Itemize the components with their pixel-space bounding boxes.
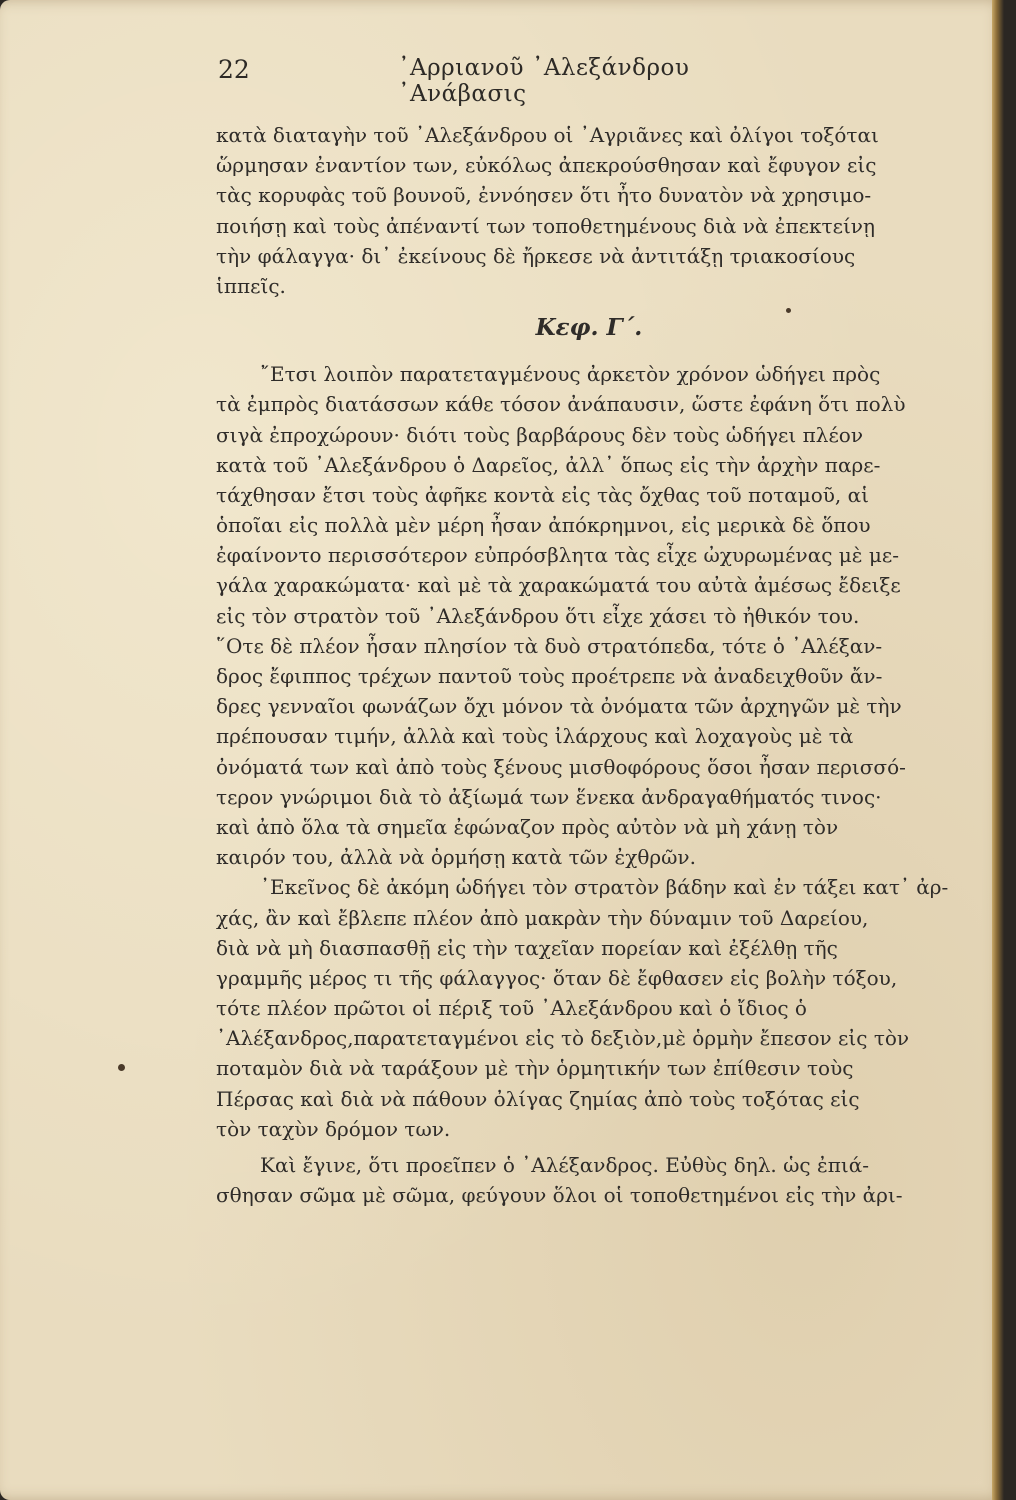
- text-line: Καὶ ἔγινε, ὅτι προεῖπεν ὁ ᾿Αλέξανδρος. Εὐθὺς δηλ. ὡς ἐπιά-: [260, 1153, 869, 1177]
- page-edge: [992, 0, 1004, 1500]
- ink-mark: [118, 1064, 125, 1071]
- text-line: γραμμῆς μέρος τι τῆς φάλαγγος· ὅταν δὲ ἔφθασεν εἰς βολὴν τόξου,: [216, 965, 898, 990]
- text-line: γάλα χαρακώματα· καὶ μὲ τὰ χαρακώματά του αὐτὰ ἀμέσως ἔδειξε: [216, 573, 901, 598]
- page-header: [218, 55, 798, 107]
- page-number: 22: [218, 55, 250, 84]
- running-title: ᾿Αρριανοῦ ᾿Αλεξάνδρου ᾿Ανάβασις: [398, 55, 690, 107]
- text-line: ὁποῖαι εἰς πολλὰ μὲν μέρη ἦσαν ἀπόκρημνοι, εἰς μερικὰ δὲ ὅπου: [216, 513, 871, 538]
- text-line: σιγὰ ἐπροχώρουν· διότι τοὺς βαρβάρους δὲν τοὺς ὡδήγει πλέον: [216, 422, 864, 447]
- text-line: τὸν ταχὺν δρόμον των.: [216, 1116, 451, 1141]
- text-line: τὴν φάλαγγα· δι᾿ ἐκείνους δὲ ἤρκεσε νὰ ἀντιτάξῃ τριακοσίους: [216, 243, 856, 268]
- text-line: ῞Οτε δὲ πλέον ἦσαν πλησίον τὰ δυὸ στρατόπεδα, τότε ὁ ᾿Αλέξαν-: [216, 633, 883, 658]
- text-line: ἐφαίνοντο περισσότερον εὐπρόσβλητα τὰς εἶχε ὠχυρωμένας μὲ με-: [216, 543, 899, 568]
- text-line: εἰς τὸν στρατὸν τοῦ ᾿Αλεξάνδρου ὅτι εἶχε χάσει τὸ ἠθικόν του.: [216, 603, 860, 628]
- text-line: δρες γενναῖοι φωνάζων ὄχι μόνον τὰ ὀνόματα τῶν ἀρχηγῶν μὲ τὴν: [216, 694, 902, 719]
- text-line: καιρόν του, ἀλλὰ νὰ ὁρμήσῃ κατὰ τῶν ἐχθρῶν.: [216, 845, 696, 870]
- text-line: πρέπουσαν τιμήν, ἀλλὰ καὶ τοὺς ἰλάρχους καὶ λοχαγοὺς μὲ τὰ: [216, 724, 854, 749]
- text-line: δρος ἔφιππος τρέχων παντοῦ τοὺς προέτρεπε νὰ ἀναδειχθοῦν ἄν-: [216, 664, 883, 688]
- text-line: κατὰ διαταγὴν τοῦ ᾿Αλεξάνδρου οἱ ᾿Αγριᾶνες καὶ ὀλίγοι τοξόται: [216, 123, 879, 147]
- text-line: καὶ ἀπὸ ὅλα τὰ σημεῖα ἐφώναζον πρὸς αὐτὸν νὰ μὴ χάνῃ τὸν: [216, 814, 839, 839]
- text-line: τερον γνώριμοι διὰ τὸ ἀξίωμά των ἕνεκα ἀνδραγαθήματός τινος·: [216, 784, 882, 809]
- text-line: σθησαν σῶμα μὲ σῶμα, φεύγουν ὅλοι οἱ τοποθετημένοι εἰς τὴν ἀρι-: [216, 1183, 903, 1208]
- text-line: τότε πλέον πρῶτοι οἱ πέριξ τοῦ ᾿Αλεξάνδρου καὶ ὁ ἴδιος ὁ: [216, 996, 807, 1021]
- text-line: τὰ ἐμπρὸς διατάσσων κάθε τόσον ἀνάπαυσιν, ὥστε ἐφάνη ὅτι πολὺ: [216, 392, 906, 417]
- text-line: ποταμὸν διὰ νὰ ταράξουν μὲ τὴν ὁρμητικήν των ἐπίθεσιν τοὺς: [216, 1056, 854, 1081]
- text-line: Πέρσας καὶ διὰ νὰ πάθουν ὀλίγας ζημίας ἀπὸ τοὺς τοξότας εἰς: [216, 1086, 860, 1111]
- body-text: [216, 120, 962, 1210]
- text-line: ἱππεῖς.: [216, 273, 286, 298]
- text-line: κατὰ τοῦ ᾿Αλεξάνδρου ὁ Δαρεῖος, ἀλλ᾿ ὅπως εἰς τὴν ἀρχὴν παρε-: [216, 452, 881, 477]
- text-line: ὀνόματά των καὶ ἀπὸ τοὺς ξένους μισθοφόρους ὅσοι ἦσαν περισσό-: [216, 754, 906, 779]
- text-line: ποιήσῃ καὶ τοὺς ἀπέναντί των τοποθετημένους διὰ νὰ ἐπεκτείνῃ: [216, 213, 875, 238]
- ink-mark: [786, 308, 791, 313]
- text-line: ῎Ετσι λοιπὸν παρατεταγμένους ἀρκετὸν χρόνον ὡδήγει πρὸς: [260, 362, 881, 387]
- chapter-heading: Κεφ. Γ΄.: [535, 314, 643, 342]
- text-line: ᾿Εκεῖνος δὲ ἀκόμη ὡδήγει τὸν στρατὸν βάδην καὶ ἐν τάξει κατ᾿ ἀρ-: [260, 875, 949, 900]
- text-line: ὥρμησαν ἐναντίον των, εὐκόλως ἀπεκρούσθησαν καὶ ἔφυγον εἰς: [216, 153, 877, 178]
- text-line: διὰ νὰ μὴ διασπασθῇ εἰς τὴν ταχεῖαν πορείαν καὶ ἐξέλθῃ τῆς: [216, 935, 838, 960]
- text-line: τὰς κορυφὰς τοῦ βουνοῦ, ἐννόησεν ὅτι ἦτο δυνατὸν νὰ χρησιμο-: [216, 183, 872, 208]
- text-line: τάχθησαν ἔτσι τοὺς ἀφῆκε κοντὰ εἰς τὰς ὄχθας τοῦ ποταμοῦ, αἱ: [216, 482, 869, 507]
- text-line: χάς, ἂν καὶ ἔβλεπε πλέον ἀπὸ μακρὰν τὴν δύναμιν τοῦ Δαρείου,: [216, 905, 869, 930]
- text-line: ᾿Αλέξανδρος,παρατεταγμένοι εἰς τὸ δεξιὸν,μὲ ὁρμὴν ἔπεσον εἰς τὸν: [216, 1026, 910, 1051]
